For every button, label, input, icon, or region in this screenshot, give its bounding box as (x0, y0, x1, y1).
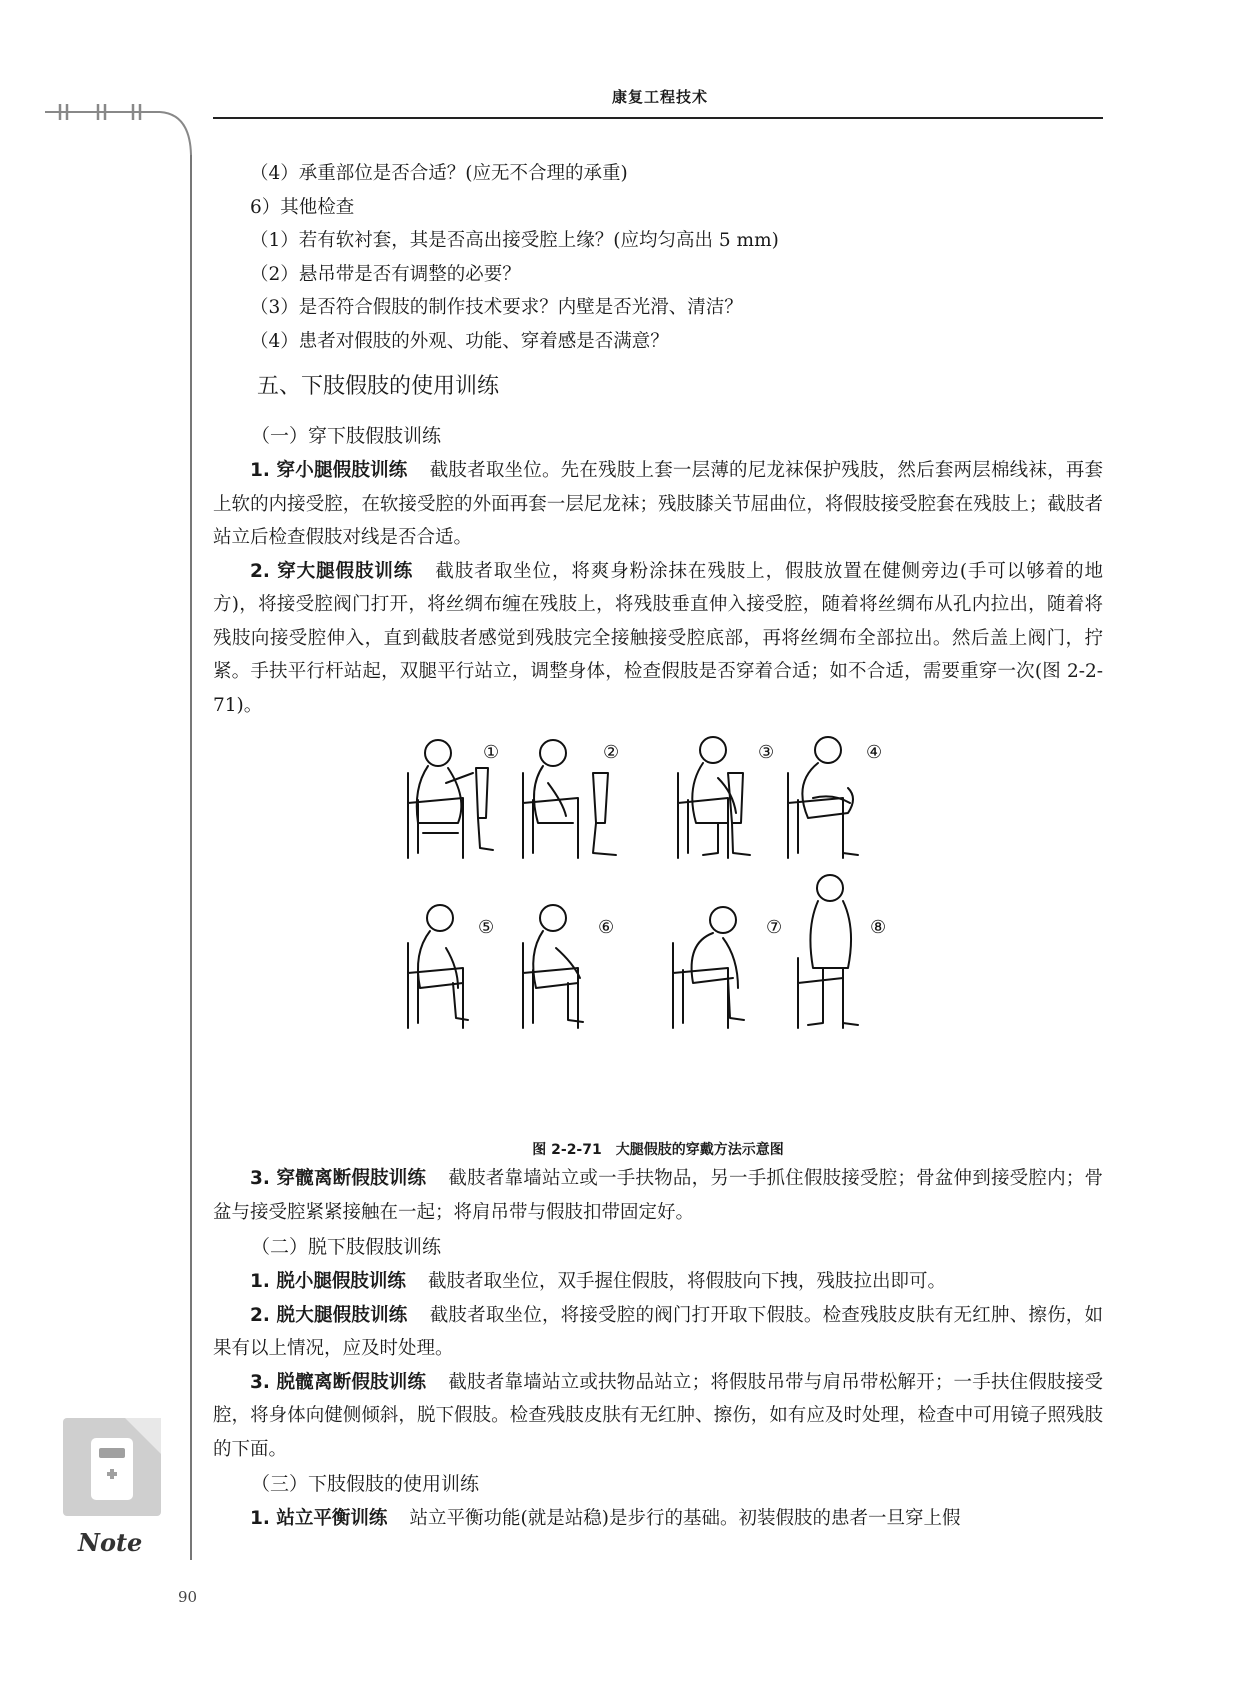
paragraph (213, 454, 1103, 555)
step-label: ① (483, 742, 500, 763)
paragraph-label: 3. 穿髋离断假肢训练 (250, 1168, 427, 1189)
page-number: 90 (178, 1588, 198, 1606)
figure-illustration (213, 728, 1103, 1138)
note-icon (63, 1418, 168, 1523)
paragraph-text: 截肢者靠墙站立或一手扶物品，另一手抓住假肢接受腔；骨盆伸到接受腔内；骨盆与接受腔紧紧接触在一起；将肩吊带与假肢扣带固定好。 (213, 1168, 1103, 1223)
check-item: （2）悬吊带是否有调整的必要？ (250, 263, 521, 285)
paragraph (213, 1502, 1103, 1536)
section-heading: 五、下肢假肢的使用训练 (257, 374, 500, 399)
paragraph (213, 1162, 1103, 1229)
step-label: ③ (758, 742, 775, 763)
check-item: （4）承重部位是否合适？(应无不合理的承重) (250, 163, 628, 184)
figure-step-3 (678, 737, 750, 858)
paragraph-text: 截肢者取坐位。先在残肢上套一层薄的尼龙袜保护残肢，然后套两层棉线袜，再套上软的内接受腔，在软接受腔的外面再套一层尼龙袜；残肢膝关节屈曲位，将假肢接受腔套在残肢上；截肢者站立后检查假肢对线是否合适。 (213, 460, 1103, 548)
paragraph-text: 截肢者靠墙站立或扶物品站立；将假肢吊带与肩吊带松解开；一手扶住假肢接受腔，将身体向健侧倾斜，脱下假肢。检查残肢皮肤有无红肿、擦伤，如有应及时处理，检查中可用镜子照残肢的下面。 (213, 1371, 1103, 1460)
step-label: ⑤ (478, 917, 495, 938)
paragraph-label: 1. 穿小腿假肢训练 (250, 460, 408, 481)
check-heading: 6）其他检查 (250, 196, 355, 218)
step-label: ⑦ (766, 917, 783, 938)
step-label: ⑧ (870, 917, 887, 938)
figure-drawings (388, 728, 928, 1088)
figure-step-6 (523, 905, 583, 1028)
paragraph (213, 1299, 1103, 1366)
paragraph (213, 1265, 1103, 1299)
paragraph-label: 2. 脱大腿假肢训练 (250, 1304, 408, 1326)
check-item: （3）是否符合假肢的制作技术要求？内壁是否光滑、清洁？ (250, 297, 743, 318)
subsection-heading: （一）穿下肢假肢训练 (251, 425, 442, 447)
step-label: ② (603, 742, 620, 763)
check-item: （1）若有软衬套，其是否高出接受腔上缘？(应均匀高出 5 mm) (250, 230, 779, 251)
step-label: ④ (866, 742, 883, 763)
paragraph (213, 555, 1103, 723)
paragraph-label: 3. 脱髋离断假肢训练 (250, 1371, 427, 1393)
page-body (213, 157, 1103, 1536)
running-header-title: 康复工程技术 (611, 88, 708, 106)
paragraph-text: 截肢者取坐位，将接受腔的阀门打开取下假肢。检查残肢皮肤有无红肿、擦伤，如果有以上情况，应及时处理。 (213, 1304, 1103, 1359)
step-label: ⑥ (598, 917, 615, 938)
paragraph (213, 1366, 1103, 1467)
figure-caption: 图 2-2-71 大腿假肢的穿戴方法示意图 (532, 1142, 784, 1158)
paragraph-text: 截肢者取坐位，双手握住假肢，将假肢向下拽，残肢拉出即可。 (428, 1271, 947, 1292)
paragraph-label: 2. 穿大腿假肢训练 (250, 560, 414, 582)
figure-step-4 (788, 737, 858, 858)
margin-decoration (0, 100, 200, 160)
header-rule (213, 117, 1103, 119)
subsection-heading: （二）脱下肢假肢训练 (251, 1236, 442, 1258)
check-item: （4）患者对假肢的外观、功能、穿着感是否满意？ (250, 330, 669, 352)
subsection-heading: （三）下肢假肢的使用训练 (251, 1473, 480, 1495)
paragraph-label: 1. 站立平衡训练 (250, 1508, 388, 1529)
figure-step-8 (798, 875, 858, 1028)
paragraph-label: 1. 脱小腿假肢训练 (250, 1271, 406, 1292)
figure-step-7 (673, 907, 744, 1028)
margin-line (190, 155, 192, 1560)
paragraph-text: 站立平衡功能(就是站稳)是步行的基础。初装假肢的患者一旦穿上假 (409, 1508, 961, 1529)
figure-step-5 (408, 905, 468, 1028)
figure-step-1 (408, 740, 493, 858)
note-label: Note (78, 1528, 143, 1557)
paragraph-text: 截肢者取坐位，将爽身粉涂抹在残肢上，假肢放置在健侧旁边(手可以够着的地方)，将接受腔阀门打开，将丝绸布缠在残肢上，将残肢垂直伸入接受腔，随着将丝绸布从孔内拉出，随着将残肢向接受腔伸入，直到截肢者感觉到残肢完全接触接受腔底部，再将丝绸布全部拉出。然后盖上阀门，拧紧。手扶平行杆站起，双腿平行站立，调整身体，检查假肢是否穿着合适；如不合适，需要重穿一次(图 2-2-71)。 (213, 560, 1103, 716)
